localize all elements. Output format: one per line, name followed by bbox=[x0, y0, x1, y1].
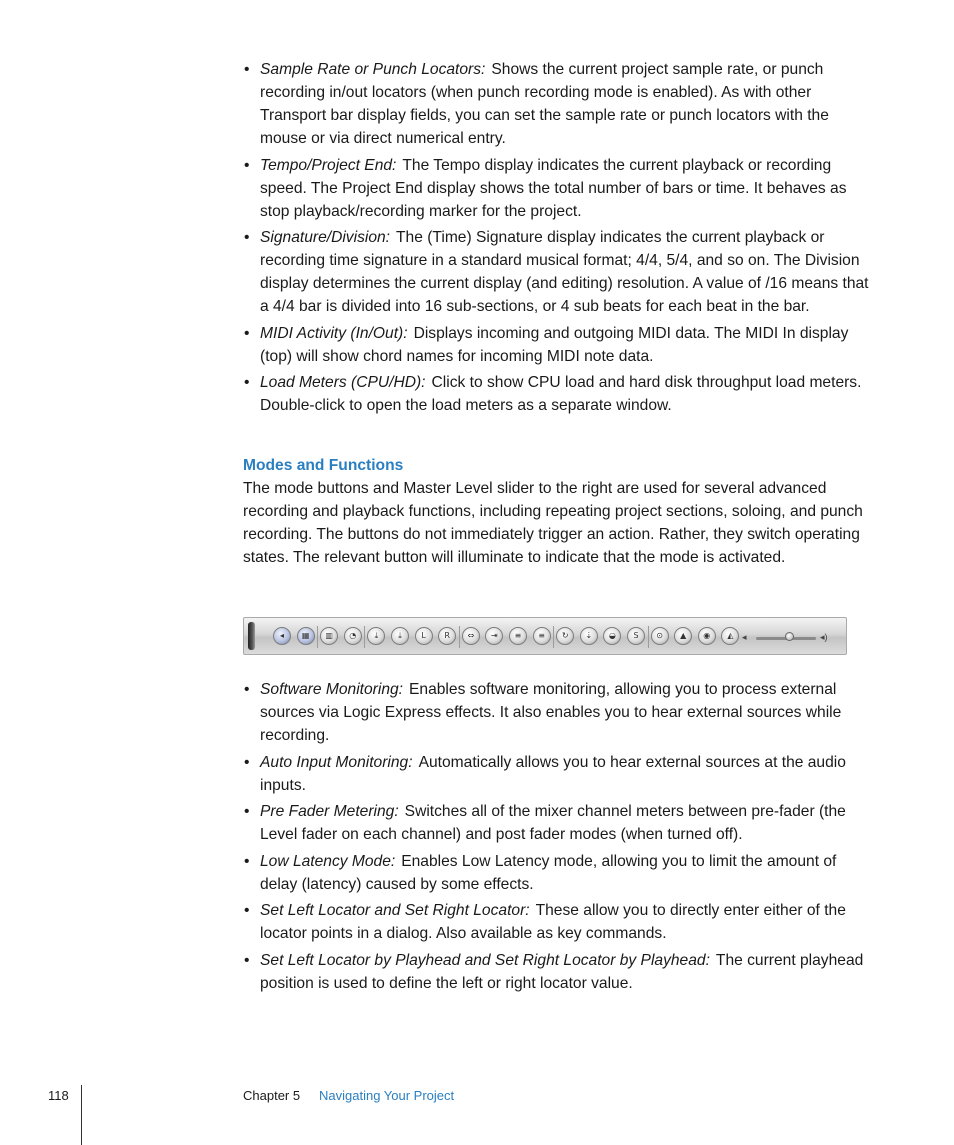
toolbar-separator bbox=[648, 626, 649, 648]
bullet-text: Click to show CPU load and hard disk throughput load meters. Double-click to open the load meters as a separate window. bbox=[260, 374, 862, 414]
bullet-text: Shows the current project sample rate, or punch recording in/out locators (when punch recording mode is enabled). As with other Transport bar display fields, you can set the sample rate or punch locators with the mouse or via direct numerical entry. bbox=[260, 61, 829, 147]
footer-rule bbox=[81, 1085, 82, 1145]
bullet-text: Automatically allows you to hear external sources at the audio inputs. bbox=[260, 753, 846, 794]
bullet-text: These allow you to directly enter either of the locator points in a dialog. Also available as key commands. bbox=[260, 902, 846, 942]
section-body: The mode buttons and Master Level slider to the right are used for several advanced recording and playback functions, including repeating project sections, soloing, and punch recording. The buttons do not immediately trigger an action. Rather, they switch operating states. The relevant button will illuminate to indicate that the mode is activated. bbox=[243, 480, 863, 566]
sync-icon[interactable]: ⊙ bbox=[651, 627, 669, 645]
footer-chapter-title: Navigating Your Project bbox=[319, 1088, 455, 1103]
modes-section bbox=[243, 454, 873, 569]
set-right-locator-icon[interactable]: ⤓ bbox=[391, 627, 409, 645]
bullet-term: Tempo/Project End: bbox=[260, 156, 397, 174]
master-level-slider-knob bbox=[785, 632, 794, 641]
footer-chapter: Chapter 5 bbox=[243, 1088, 301, 1103]
insert-time-icon[interactable]: ≡ bbox=[533, 627, 551, 645]
bullet-item bbox=[243, 322, 873, 368]
bullet-text: Switches all of the mixer channel meters between pre-fader (the Level fader on each channel) and post fader modes (when turned off). bbox=[260, 803, 846, 843]
cut-time-icon[interactable]: ≡ bbox=[509, 627, 527, 645]
click-icon[interactable]: ◭ bbox=[721, 627, 739, 645]
count-in-icon[interactable]: ◉ bbox=[698, 627, 716, 645]
toolbar-separator bbox=[553, 626, 554, 648]
bullet-term: Set Left Locator and Set Right Locator: bbox=[260, 902, 530, 919]
left-locator-by-playhead-icon[interactable]: L bbox=[415, 627, 433, 645]
solo-icon[interactable]: S bbox=[627, 627, 645, 645]
top-bullet-list bbox=[243, 58, 873, 421]
set-left-locator-icon[interactable]: ⤓ bbox=[367, 627, 385, 645]
speaker-low-icon: ◂ bbox=[742, 632, 747, 642]
bullet-term: Low Latency Mode: bbox=[260, 852, 396, 870]
toolbar-separator bbox=[364, 626, 365, 648]
bottom-bullet-list bbox=[243, 678, 873, 998]
bullet-term: MIDI Activity (In/Out): bbox=[260, 324, 408, 342]
move-locators-icon[interactable]: ⇥ bbox=[485, 627, 503, 645]
autopunch-icon[interactable]: ⇣ bbox=[580, 627, 598, 645]
bullet-text: The (Time) Signature display indicates the current playback or recording time signature in a standard musical format; 4/4, 5/4, and so on. The Division display determines the current display (and editing) resolution. A value of /16 means that a 4/4 bar is divided into 16 sub-sections, or 4 sub beats for each beat in the bar. bbox=[260, 229, 869, 315]
replace-icon[interactable]: ◒ bbox=[603, 627, 621, 645]
toolbar-separator bbox=[459, 626, 460, 648]
bullet-text: Enables software monitoring, allowing you to process external sources via Logic Express effects. It also enables you to hear external sources while recording. bbox=[260, 681, 842, 744]
auto-input-monitoring-icon[interactable]: ▦ bbox=[297, 627, 315, 645]
bullet-term: Auto Input Monitoring: bbox=[260, 753, 413, 771]
pre-fader-metering-icon[interactable]: ▥ bbox=[320, 627, 338, 645]
toolbar-handle bbox=[248, 622, 255, 650]
bullet-text: Displays incoming and outgoing MIDI data. The MIDI In display (top) will show chord names for incoming MIDI note data. bbox=[260, 324, 849, 365]
bullet-item bbox=[243, 154, 873, 223]
bullet-item bbox=[243, 800, 873, 846]
bullet-text: Enables Low Latency mode, allowing you to limit the amount of delay (latency) caused by some effects. bbox=[260, 852, 837, 893]
bullet-item bbox=[243, 226, 873, 318]
section-heading: Modes and Functions bbox=[243, 457, 404, 474]
bullet-item bbox=[243, 678, 873, 747]
right-locator-by-playhead-icon[interactable]: R bbox=[438, 627, 456, 645]
bullet-item bbox=[243, 58, 873, 150]
bullet-term: Sample Rate or Punch Locators: bbox=[260, 61, 486, 78]
bullet-item bbox=[243, 899, 873, 945]
bullet-term: Load Meters (CPU/HD): bbox=[260, 374, 426, 391]
bullet-term: Set Left Locator by Playhead and Set Right Locator by Playhead: bbox=[260, 951, 710, 969]
low-latency-icon[interactable]: ◔ bbox=[344, 627, 362, 645]
bullet-text: The current playhead position is used to define the left or right locator value. bbox=[260, 951, 864, 992]
transport-mode-toolbar bbox=[243, 617, 847, 655]
bullet-item bbox=[243, 850, 873, 896]
bullet-text: The Tempo display indicates the current playback or recording speed. The Project End display shows the total number of bars or time. It behaves as stop playback/recording marker for the project. bbox=[260, 156, 847, 220]
cycle-icon[interactable]: ↻ bbox=[556, 627, 574, 645]
software-monitoring-icon[interactable]: ◂ bbox=[273, 627, 291, 645]
page-number: 118 bbox=[48, 1088, 69, 1103]
bullet-term: Pre Fader Metering: bbox=[260, 803, 399, 820]
metronome-icon[interactable]: ▲ bbox=[674, 627, 692, 645]
bullet-item bbox=[243, 949, 873, 995]
swap-locators-icon[interactable]: ⇔ bbox=[462, 627, 480, 645]
toolbar-separator bbox=[317, 626, 318, 648]
bullet-term: Software Monitoring: bbox=[260, 681, 404, 698]
bullet-item bbox=[243, 371, 873, 417]
bullet-term: Signature/Division: bbox=[260, 229, 391, 246]
bullet-item bbox=[243, 751, 873, 797]
speaker-high-icon: ◂) bbox=[820, 632, 828, 642]
